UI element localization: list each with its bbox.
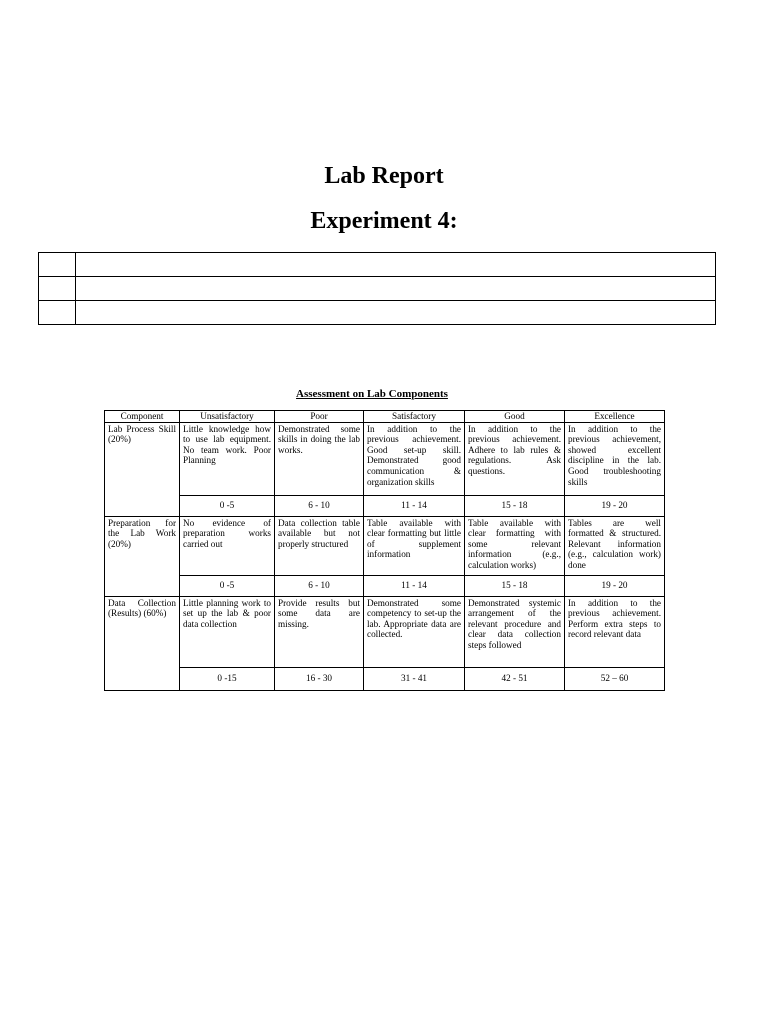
info-cell-label [39, 301, 76, 325]
score-cell: 19 - 20 [565, 575, 665, 596]
description-cell: No evidence of preparation works carried out [180, 516, 275, 575]
rubric-row [105, 596, 665, 667]
header-satisfactory: Satisfactory [364, 411, 465, 423]
assessment-title: Assessment on Lab Components [296, 388, 448, 400]
score-row [105, 495, 665, 516]
info-row [39, 277, 716, 301]
description-cell: In addition to the previous achievement. Good set-up skill. Demonstrated good communication & organization skills [364, 422, 465, 495]
description-cell: Little planning work to set up the lab & poor data collection [180, 596, 275, 667]
description-cell: In addition to the previous achievement, showed excellent discipline in the lab. Good troubleshooting skills [565, 422, 665, 495]
score-cell: 11 - 14 [364, 575, 465, 596]
score-cell: 0 -5 [180, 495, 275, 516]
rubric-header-row [105, 411, 665, 423]
description-cell: Provide results but some data are missing. [275, 596, 364, 667]
description-cell: Tables are well formatted & structured. Relevant information (e.g., calculation work) done [565, 516, 665, 575]
info-cell-value [76, 277, 716, 301]
score-cell: 0 -15 [180, 667, 275, 690]
description-cell: Table available with clear formatting but little of supplement information [364, 516, 465, 575]
score-cell: 6 - 10 [275, 575, 364, 596]
score-cell: 42 - 51 [465, 667, 565, 690]
score-cell: 15 - 18 [465, 495, 565, 516]
rubric-row [105, 422, 665, 495]
header-poor: Poor [275, 411, 364, 423]
description-cell: Demonstrated systemic arrangement of the relevant procedure and clear data collection steps followed [465, 596, 565, 667]
component-cell: Preparation for the Lab Work (20%) [105, 516, 180, 596]
rubric-row [105, 516, 665, 575]
assessment-rubric-table [104, 410, 665, 691]
header-component: Component [105, 411, 180, 423]
description-cell: Demonstrated some competency to set-up the lab. Appropriate data are collected. [364, 596, 465, 667]
score-row [105, 667, 665, 690]
info-row [39, 301, 716, 325]
score-row [105, 575, 665, 596]
score-cell: 19 - 20 [565, 495, 665, 516]
description-cell: Little knowledge how to use lab equipment. No team work. Poor Planning [180, 422, 275, 495]
info-cell-label [39, 253, 76, 277]
score-cell: 11 - 14 [364, 495, 465, 516]
score-cell: 15 - 18 [465, 575, 565, 596]
description-cell: Table available with clear formatting with some relevant information (e.g., calculation works) [465, 516, 565, 575]
experiment-title: Experiment 4: [310, 208, 458, 234]
header-unsatisfactory: Unsatisfactory [180, 411, 275, 423]
description-cell: Data collection table available but not properly structured [275, 516, 364, 575]
header-excellence: Excellence [565, 411, 665, 423]
component-cell: Data Collection (Results) (60%) [105, 596, 180, 690]
info-cell-value [76, 301, 716, 325]
info-cell-value [76, 253, 716, 277]
info-table [38, 252, 716, 325]
score-cell: 0 -5 [180, 575, 275, 596]
score-cell: 31 - 41 [364, 667, 465, 690]
description-cell: Demonstrated some skills in doing the lab works. [275, 422, 364, 495]
info-cell-label [39, 277, 76, 301]
info-row [39, 253, 716, 277]
page-title: Lab Report [324, 163, 444, 189]
description-cell: In addition to the previous achievement. Adhere to lab rules & regulations. Ask questions. [465, 422, 565, 495]
description-cell: In addition to the previous achievement. Perform extra steps to record relevant data [565, 596, 665, 667]
score-cell: 6 - 10 [275, 495, 364, 516]
score-cell: 16 - 30 [275, 667, 364, 690]
score-cell: 52 – 60 [565, 667, 665, 690]
header-good: Good [465, 411, 565, 423]
component-cell: Lab Process Skill (20%) [105, 422, 180, 516]
